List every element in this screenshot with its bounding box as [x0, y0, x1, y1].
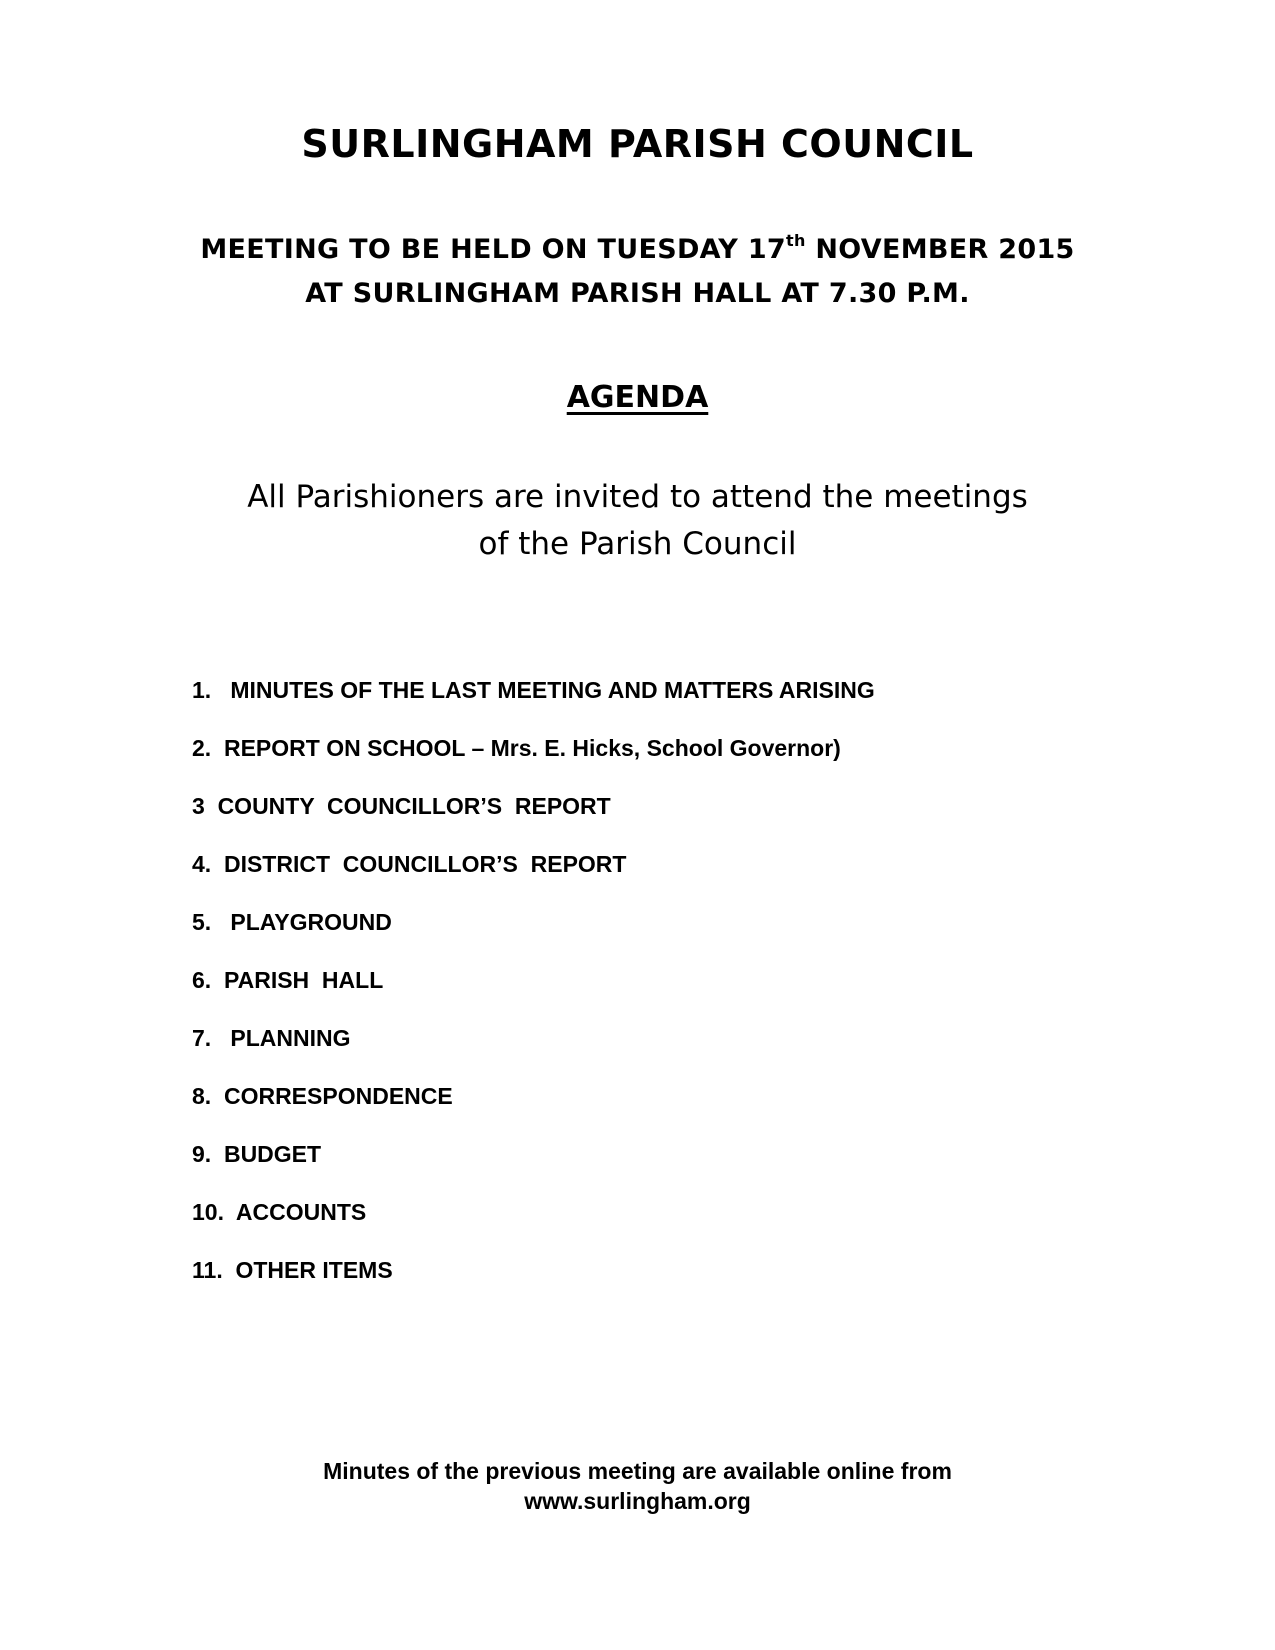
- footer-line-1: Minutes of the previous meeting are available online from: [323, 1458, 952, 1484]
- agenda-item: 1. MINUTES OF THE LAST MEETING AND MATTERS ARISING: [192, 677, 875, 703]
- agenda-item: 9. BUDGET: [192, 1141, 322, 1167]
- footer-website: www.surlingham.org: [524, 1488, 751, 1514]
- meeting-date-pre: MEETING TO BE HELD ON TUESDAY 17: [200, 234, 787, 265]
- agenda-item: 6. PARISH HALL: [192, 967, 384, 993]
- agenda-heading: AGENDA: [566, 380, 709, 415]
- agenda-item: 2. REPORT ON SCHOOL – Mrs. E. Hicks, School Governor): [192, 735, 841, 761]
- agenda-item: 5. PLAYGROUND: [192, 909, 392, 935]
- meeting-date-line: [0, 228, 1275, 272]
- page-title: SURLINGHAM PARISH COUNCIL: [301, 122, 974, 166]
- agenda-item: 10. ACCOUNTS: [192, 1199, 367, 1225]
- meeting-date-suffix: th: [786, 231, 806, 250]
- agenda-item: 8. CORRESPONDENCE: [192, 1083, 453, 1109]
- agenda-item: 11. OTHER ITEMS: [192, 1257, 393, 1283]
- meeting-details: [0, 228, 1275, 316]
- invitation-text: [0, 474, 1275, 568]
- agenda-list: [192, 678, 875, 1316]
- agenda-item: 4. DISTRICT COUNCILLOR’S REPORT: [192, 851, 627, 877]
- meeting-date-post: NOVEMBER 2015: [805, 234, 1075, 265]
- meeting-venue-line: AT SURLINGHAM PARISH HALL AT 7.30 P.M.: [305, 278, 970, 309]
- agenda-item: 7. PLANNING: [192, 1025, 351, 1051]
- invitation-line-2: of the Parish Council: [478, 526, 797, 562]
- invitation-line-1: All Parishioners are invited to attend the meetings: [247, 479, 1028, 515]
- footer-note: [0, 1456, 1275, 1516]
- agenda-item: 3 COUNTY COUNCILLOR’S REPORT: [192, 793, 611, 819]
